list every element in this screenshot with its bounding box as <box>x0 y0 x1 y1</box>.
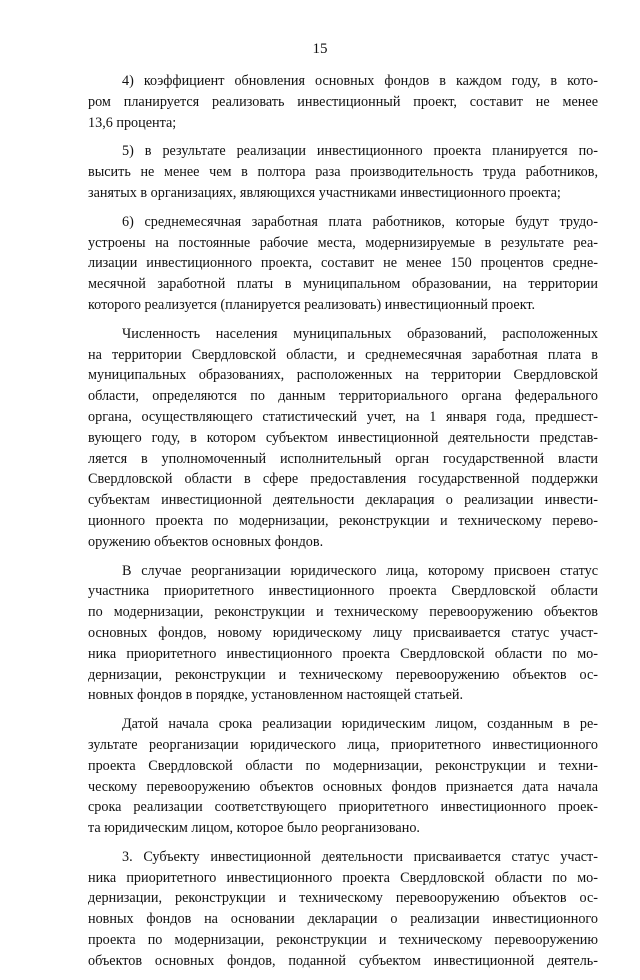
text-line: субъектам инвестиционной деятельности декларация о реализации инвести- <box>88 492 598 509</box>
text-line: ника приоритетного инвестиционного проекта Свердловской области по мо- <box>88 869 598 886</box>
text-line: муниципальных образованиях, расположенных на территории Свердловской <box>88 367 598 384</box>
text-line: В случае реорганизации юридического лица, которому присвоен статус <box>122 562 598 579</box>
text-line: ционного проекта по модернизации, реконструкции и техническому перево- <box>88 512 598 529</box>
text-line: ческому перевооружению объектов основных фондов признается дата начала <box>88 778 598 795</box>
text-line: ром планируется реализовать инвестиционный проект, составит не менее <box>88 93 598 110</box>
text-line: новных фондов в порядке, установленном настоящей статьей. <box>88 687 464 704</box>
text-line: Свердловской области в сфере предоставления государственной поддержки <box>88 471 598 488</box>
paragraph <box>88 71 598 133</box>
page-number: 15 <box>312 41 328 57</box>
text-line: объектов основных фондов, поданной субъектом инвестиционной деятель- <box>88 952 598 969</box>
text-line: дернизации, реконструкции и техническому перевооружению объектов ос- <box>88 890 598 907</box>
paragraph <box>88 324 598 553</box>
text-line: 3. Субъекту инвестиционной деятельности присваивается статус участ- <box>122 848 598 865</box>
text-line: по модернизации, реконструкции и техническому перевооружению объектов <box>88 604 598 621</box>
text-line: 13,6 процента; <box>88 114 177 131</box>
text-line: Численность населения муниципальных образований, расположенных <box>122 325 598 342</box>
paragraph <box>88 714 598 839</box>
paragraph <box>88 847 598 972</box>
text-line: ника приоритетного инвестиционного проекта Свердловской области по мо- <box>88 645 598 662</box>
text-line: срока реализации соответствующего приоритетного инвестиционного проек- <box>88 799 598 816</box>
text-line: дернизации, реконструкции и техническому перевооружению объектов ос- <box>88 666 598 683</box>
text-line: вующего году, в котором субъектом инвестиционной деятельности представ- <box>88 429 598 446</box>
text-line: месячной заработной платы в муниципальном образовании, на территории <box>88 276 598 293</box>
text-line: зультате реорганизации юридического лица, приоритетного инвестиционного <box>88 736 598 753</box>
text-line: высить не менее чем в полтора раза производительность труда работников, <box>88 164 598 181</box>
text-line: 5) в результате реализации инвестиционного проекта планируется по- <box>122 143 598 160</box>
text-line: основных фондов, новому юридическому лицу присваивается статус участ- <box>88 624 598 641</box>
text-line: устроены на постоянные рабочие места, модернизируемые в результате реа- <box>88 234 598 251</box>
text-line: оружению объектов основных фондов. <box>88 533 324 550</box>
text-line: 6) среднемесячная заработная плата работников, которые будут трудо- <box>122 213 598 230</box>
text-line: проекта Свердловской области по модернизации, реконструкции и техни- <box>88 757 598 774</box>
text-line: участника приоритетного инвестиционного проекта Свердловской области <box>88 583 598 600</box>
text-line: лизации инвестиционного проекта, составит не менее 150 процентов средне- <box>88 255 598 272</box>
paragraph <box>88 212 598 316</box>
text-line: Датой начала срока реализации юридическим лицом, созданным в ре- <box>122 716 598 733</box>
paragraph <box>88 561 598 707</box>
text-line: та юридическим лицом, которое было реорганизовано. <box>88 820 420 837</box>
text-line: органа, осуществляющего статистический учет, на 1 января года, предшест- <box>88 408 598 425</box>
text-line: занятых в организациях, являющихся участниками инвестиционного проекта; <box>88 184 561 201</box>
document-body <box>88 71 598 980</box>
text-line: на территории Свердловской области, и среднемесячная заработная плата в <box>88 346 598 363</box>
text-line: проекта по модернизации, реконструкции и техническому перевооружению <box>88 932 598 949</box>
text-line: новных фондов на основании декларации о реализации инвестиционного <box>88 911 598 928</box>
paragraph <box>88 141 598 203</box>
text-line: ляется в уполномоченный исполнительный орган государственной власти <box>88 450 598 467</box>
text-line: которого реализуется (планируется реализовать) инвестиционный проект. <box>88 296 536 313</box>
text-line: 4) коэффициент обновления основных фондов в каждом году, в кото- <box>122 73 598 89</box>
text-line: области, определяются по данным территориального органа федерального <box>88 388 598 405</box>
